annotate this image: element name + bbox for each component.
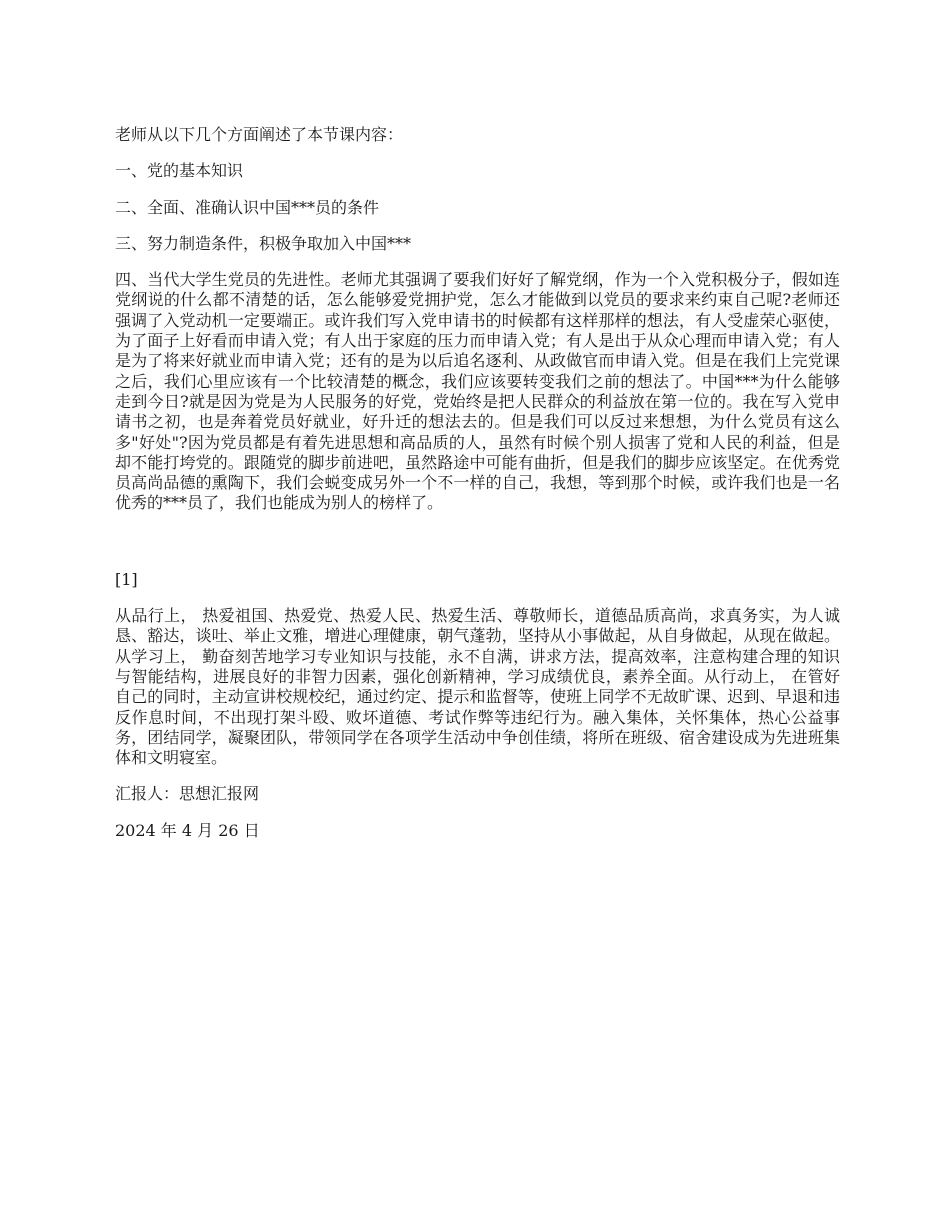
intro-paragraph: 老师从以下几个方面阐述了本节课内容： <box>115 125 404 144</box>
point-4-paragraph: 四、当代大学生党员的先进性。老师尤其强调了要我们好好了解党纲，作为一个入党积极分子，假如连党纲说的什么都不清楚的话，怎么能够爱党拥护党，怎么才能做到以党员的要求来约束自己呢?老师还强调了入党动机一定要端正。或许我们写入党申请书的时候都有这样那样的想法，有人受虚荣心驱使，为了面子上好看而申请入党；有人出于家庭的压力而申请入党；有人是出于从众心理而申请入党；有人是为了将来好就业而申请入党；还有的是为以后追名逐利、从政做官而申请入党。但是在我们上完党课之后，我们心里应该有一个比较清楚的概念，我们应该要转变我们之前的想法了。中国***为什么能够走到今日?就是因为党是为人民服务的好党，党始终是把人民群众的利益放在第一位的。我在写入党申请书之初，也是奔着党员好就业，好升迁的想法去的。但是我们可以反过来想想，为什么党员有这么多"好处"?因为党员都是有着先进思想和高品质的人，虽然有时候个别人损害了党和人民的利益，但是却不能打垮党的。跟随党的脚步前进吧，虽然路途中可能有曲折，但是我们的脚步应该坚定。在优秀党员高尚品德的熏陶下，我们会蜕变成另外一个不一样的自己，我想，等到那个时候，或许我们也是一名优秀的***员了，我们也能成为别人的榜样了。 <box>115 270 840 513</box>
reporter-line: 汇报人：思想汇报网 <box>115 784 260 804</box>
document-body <box>115 125 840 841</box>
reference-marker: [1] <box>115 569 138 589</box>
point-3: 三、努力制造条件，积极争取加入中国*** <box>115 233 412 253</box>
point-2: 二、全面、准确认识中国***员的条件 <box>115 197 380 217</box>
point-1: 一、党的基本知识 <box>115 161 244 181</box>
date-line: 2024 年 4 月 26 日 <box>115 820 260 840</box>
conduct-paragraph: 从品行上， 热爱祖国、热爱党、热爱人民、热爱生活、尊敬师长，道德品质高尚，求真务实，为人诚恳、豁达，谈吐、举止文雅，增进心理健康，朝气蓬勃，坚持从小事做起，从自身做起，从现在做起。从学习上， 勤奋刻苦地学习专业知识与技能，永不自满，讲求方法，提高效率，注意构建合理的知识与智能结构，进展良好的非智力因素，强化创新精神，学习成绩优良，素养全面。从行动上， 在管好自己的同时，主动宣讲校规校纪，通过约定、提示和监督等，使班上同学不无故旷课、迟到、早退和违反作息时间，不出现打架斗殴、败坏道德、考试作弊等违纪行为。融入集体，关怀集体，热心公益事务，团结同学，凝聚团队，带领同学在各项学生活动中争创佳绩，将所在班级、宿舍建设成为先进班集体和文明寝室。 <box>115 606 840 768</box>
